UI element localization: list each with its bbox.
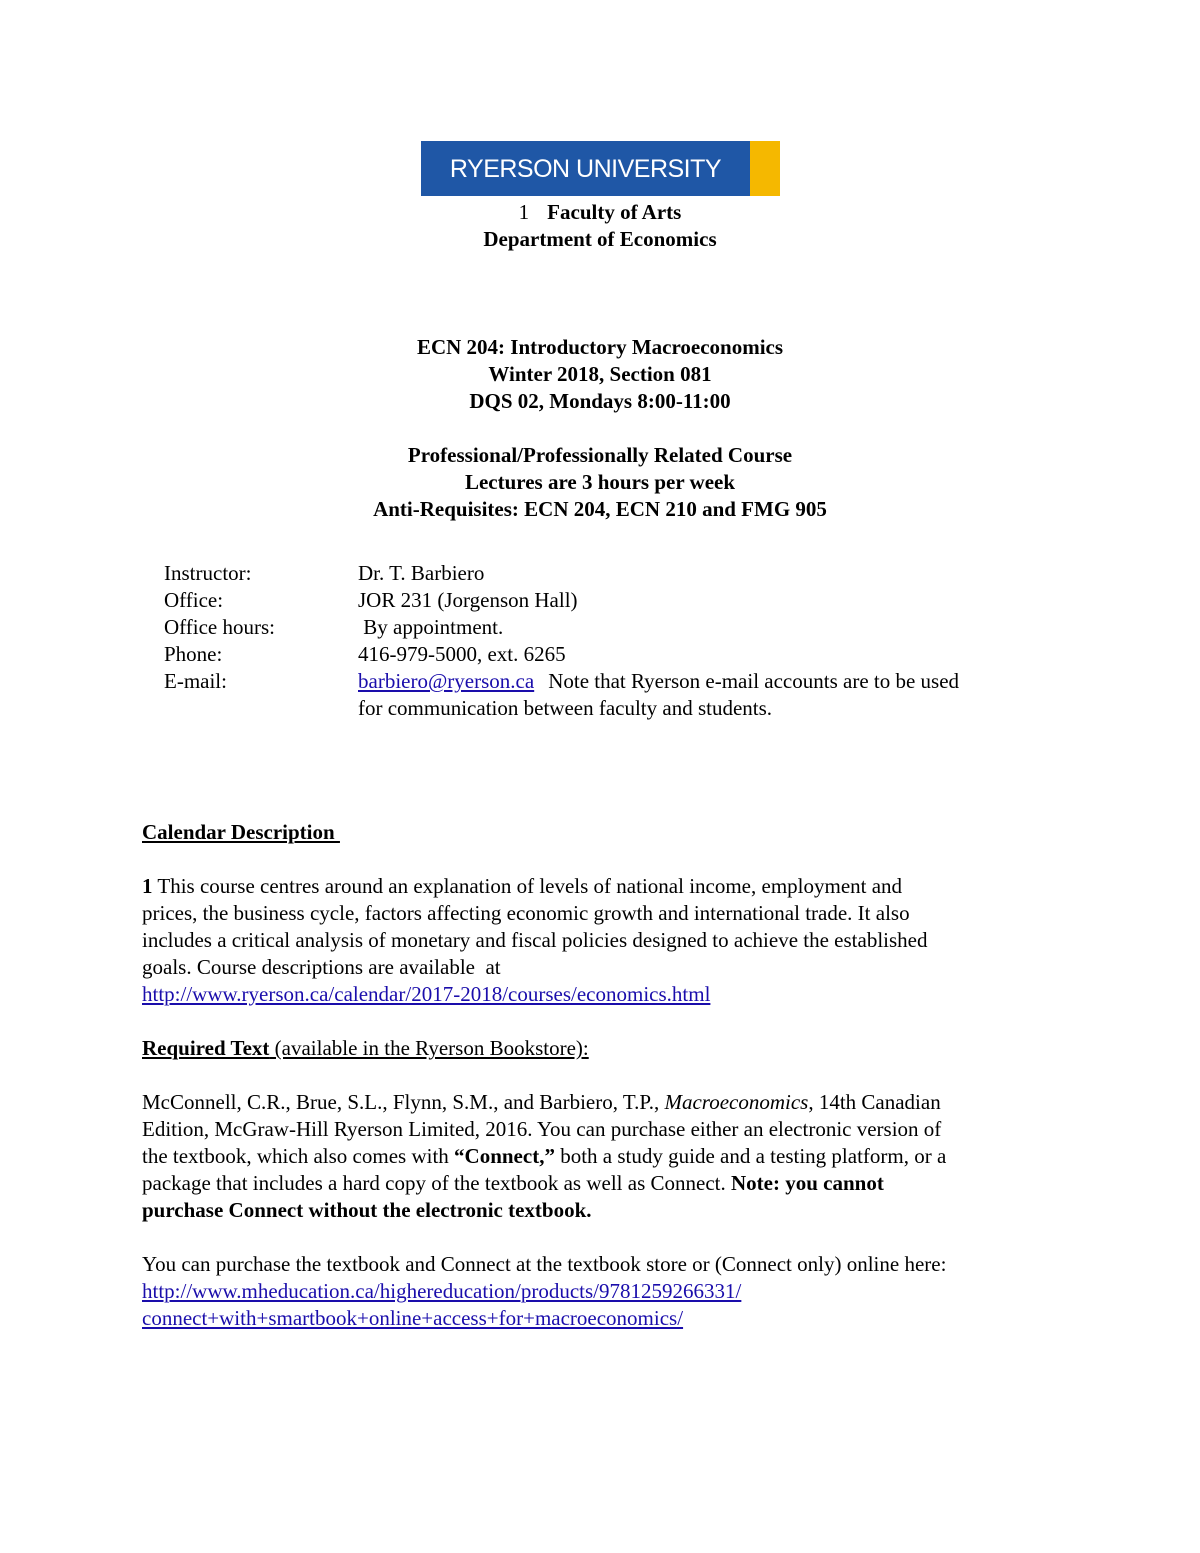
- connect-term: “Connect,”: [454, 1144, 555, 1168]
- course-term: Winter 2018, Section 081: [488, 362, 712, 386]
- calendar-line-1: [142, 873, 1062, 900]
- required-text-note: (available in the Ryerson Bookstore):: [269, 1036, 589, 1060]
- textbook-edition: , 14th Canadian: [808, 1090, 941, 1114]
- course-antireq: Anti-Requisites: ECN 204, ECN 210 and FMG 905: [373, 497, 827, 521]
- faculty-number: 1: [518, 200, 530, 224]
- info-row-email: [164, 668, 1058, 695]
- textbook-line-5: [142, 1197, 1062, 1224]
- info-row-email-cont: [164, 695, 1058, 722]
- textbook-authors: McConnell, C.R., Brue, S.L., Flynn, S.M., and Barbiero, T.P.,: [142, 1090, 665, 1114]
- logo-gold-bar: [750, 141, 780, 196]
- purchase-link-2[interactable]: connect+with+smartbook+online+access+for+macroeconomics/: [142, 1306, 684, 1330]
- email-label: E-mail:: [164, 669, 227, 693]
- instructor-info: [164, 560, 1058, 722]
- required-text-section: [142, 1035, 1062, 1224]
- textbook-line-3b: both a study guide and a testing platform, or a: [554, 1144, 947, 1168]
- info-row-instructor: [164, 560, 1058, 587]
- faculty-name: Faculty of Arts: [547, 200, 682, 224]
- textbook-line-4a: package that includes a hard copy of the textbook as well as Connect.: [142, 1171, 731, 1195]
- note-bold-2: purchase Connect without the electronic textbook.: [142, 1198, 592, 1222]
- info-row-office: [164, 587, 1058, 614]
- calendar-line-4: goals. Course descriptions are available at: [142, 955, 501, 979]
- calendar-description: [142, 819, 1062, 1008]
- phone-label: Phone:: [164, 642, 223, 666]
- instructor-label: Instructor:: [164, 561, 252, 585]
- calendar-text-1: This course centres around an explanation of levels of national income, employment and: [152, 874, 903, 898]
- department-name: Department of Economics: [483, 227, 717, 251]
- textbook-line-3a: the textbook, which also comes with: [142, 1144, 455, 1168]
- info-row-phone: [164, 641, 1058, 668]
- textbook-line-3: [142, 1143, 1062, 1170]
- textbook-line-4: [142, 1170, 1062, 1197]
- calendar-line-3: includes a critical analysis of monetary and fiscal policies designed to achieve the established: [142, 928, 928, 952]
- info-row-hours: [164, 614, 1058, 641]
- textbook-title: Macroeconomics: [664, 1090, 809, 1114]
- email-note-2: for communication between faculty and students.: [358, 696, 773, 720]
- spacer: [164, 695, 358, 722]
- purchase-link-1[interactable]: http://www.mheducation.ca/highereducation/products/9781259266331/: [142, 1279, 742, 1303]
- office-label: Office:: [164, 588, 224, 612]
- ryerson-logo: [421, 141, 780, 196]
- calendar-heading: Calendar Description: [142, 820, 340, 844]
- course-details: [0, 442, 1200, 523]
- office-value: JOR 231 (Jorgenson Hall): [358, 588, 578, 612]
- course-type: Professional/Professionally Related Course: [407, 443, 793, 467]
- purchase-line: You can purchase the textbook and Connect at the textbook store or (Connect only) online here:: [142, 1252, 947, 1276]
- email-link[interactable]: barbiero@ryerson.ca: [358, 669, 535, 693]
- hours-label: Office hours:: [164, 615, 275, 639]
- instructor-value: Dr. T. Barbiero: [358, 561, 485, 585]
- course-lectures: Lectures are 3 hours per week: [464, 470, 736, 494]
- calendar-num: 1: [142, 874, 153, 898]
- blank-line: [142, 1062, 1062, 1089]
- hours-value: By appointment.: [358, 615, 504, 639]
- purchase-section: [142, 1251, 1062, 1332]
- calendar-link[interactable]: http://www.ryerson.ca/calendar/2017-2018/courses/economics.html: [142, 982, 711, 1006]
- textbook-line-1: [142, 1089, 1062, 1116]
- faculty-line: [0, 199, 1200, 226]
- blank-line: [142, 846, 1062, 873]
- calendar-line-2: prices, the business cycle, factors affecting economic growth and international trade. It also: [142, 901, 910, 925]
- email-value-wrap: [358, 668, 1058, 695]
- course-header: [0, 334, 1200, 415]
- logo-wordmark: RYERSON UNIVERSITY: [421, 141, 750, 196]
- faculty-header: [0, 199, 1200, 253]
- textbook-line-2: Edition, McGraw-Hill Ryerson Limited, 2016. You can purchase either an electronic version of: [142, 1117, 942, 1141]
- course-schedule: DQS 02, Mondays 8:00-11:00: [469, 389, 731, 413]
- phone-value: 416-979-5000, ext. 6265: [358, 642, 566, 666]
- course-title: ECN 204: Introductory Macroeconomics: [416, 335, 784, 359]
- required-text-heading: Required Text: [142, 1036, 270, 1060]
- note-bold: Note: you cannot: [730, 1171, 884, 1195]
- required-text-heading-line: [142, 1035, 1062, 1062]
- email-note-1: Note that Ryerson e-mail accounts are to be used: [548, 669, 960, 693]
